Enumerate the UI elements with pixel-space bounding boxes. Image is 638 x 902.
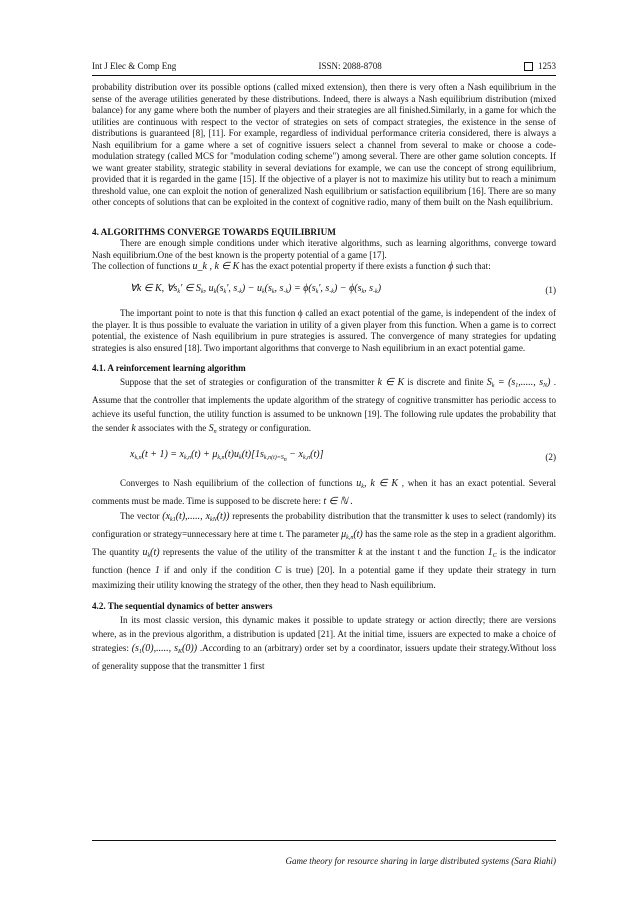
intro-paragraph: probability distribution over its possible options (called mixed extension), then there is very often a Nash equilibrium in the sense of the average utilities generated by these distributions. Indeed, there is always a Nash equilibrium distribution (mixed balance) for any game where both the number of players and their strategies are all finished.Similarly, in a game for which the utilities are continuous with respect to the vector of strategies on sets of compact strategies, the existence in the sense of distributions is guaranteed [8], [11]. For example, regardless of individual performance criteria considered, there is always a Nash equilibrium for a game where a set of cognitive issuers select a channel from several to make or choose a code-modulation strategy (called MCS for "modulation coding scheme") among several. There are other game solution concepts. If we want greater stability, strategic stability in several deviations for example, we can use the concept of strong equilibrium, provided that it is regarded in the game [15]. If the objective of a player is not to maximize his utility but to reach a minimum threshold value, one can exploit the notion of generalized Nash equilibrium or satisfaction equilibrium [16]. There are so many other concepts of solutions that can be exploited in the context of cognitive radio, many of them built on the Nash equilibrium. — [92, 82, 556, 207]
section-4-1-paragraph-2: Converges to Nash equilibrium of the collection of functions $u_k$, k ∈ K , when it has an exact potential. Several comments must be made. Time is supposed to be discrete here: t ∈ ℕ . — [92, 478, 557, 507]
math-uk: u_k , k ∈ K — [192, 261, 240, 272]
page-number: 1253 — [537, 61, 556, 71]
section-4-1-paragraph-1: Suppose that the set of strategies or configuration of the transmitter k ∈ K is discrete and finite $S_k = (s_1$,....., $s_N$) . Assume that the controller that implements the update algorithm of the strategy of cognitive transmitter has periodic access to achieve its useful function, the utility function is assumed to be unknown [19]. The following rule updates the probability that the sender k associates with the $S_n$ strategy or configuration. — [92, 376, 556, 435]
section-4-paragraph-1: There are enough simple conditions under which iterative algorithms, such as learning algorithms, converge toward Nash equilibrium.One of the best known is the property potential of a game [17]. — [92, 238, 556, 260]
section-4-2-heading: 4.2. The sequential dynamics of better answers — [92, 601, 273, 611]
equation-1-number: (1) — [545, 284, 556, 295]
section-4-2-paragraph-1: In its most classic version, this dynamic makes it possible to update strategy or action directly; there are versions where, as in the previous algorithm, a distribution is updated [21]. At the initial time, issuers are expected to make a choice of strategies: ($s_1(0)$,....., $s_K(0)$) .According to an (arbitrary) order set by a coordinator, issuers update their strategy.Without loss of generality suppose that the transmitter 1 first — [92, 614, 556, 671]
section-4-paragraph-3: The important point to note is that this function ϕ called an exact potential of the game, is independent of the index of the player. It is thus possible to evaluate the variation in utility of a given player from this function. When a game is to correct potential, the existence of Nash equilibrium in pure strategies is assured. The convergence of many strategies for updating strategies is also ensured [18]. Two important algorithms that converge to Nash equilibrium in an exact potential game. — [92, 308, 556, 353]
issn: ISSN: 2088-8708 — [318, 61, 382, 71]
page-footer: Game theory for resource sharing in large distributed systems (Sara Riahi) — [285, 856, 556, 866]
section-4-1-heading: 4.1. A reinforcement learning algorithm — [92, 363, 246, 373]
section-4-paragraph-2: The collection of functions u_k , k ∈ K has the exact potential property if there exists a function ϕ such that: — [92, 261, 491, 272]
equation-2-number: (2) — [545, 451, 556, 462]
section-4-1-paragraph-3: The vector ($x_{k1}(t)$,....., $x_{kN}(t)$) represents the probability distribution that the transmitter k uses to select (randomly) its configuration or strategy=unnecessary here at time t. The parameter $\mu_{k,n}(t)$ has the same role as the step in a gradient algorithm. The quantity $u_k(t)$ represents the value of the utility of the transmitter k at the instant t and the function $1_C$ is the indicator function (hence 1 if and only if the condition C is true) [20]. In a potential game if they update their strategy in turn maximizing their utility knowing the strategy of the other, then they head to Nash equilibrium. — [92, 511, 557, 590]
page-number-group — [524, 61, 556, 71]
journal-name: Int J Elec & Comp Eng — [92, 61, 177, 71]
equation-2: $x_{k,n}(t + 1) = x_{k,n}(t) + \mu_{k,n}(t)u_k(t)[1s_{k,n(t)=S_n} - x_{k,n}(t)]$ (2) — [130, 448, 556, 463]
equation-1: ∀k ∈ K, $\forall s_k'$ ∈ $S_k$, $u_k(s_k'$, $s_{-k}) - u_k(s_k$, $s_{-k}) = \phi(s_k'$, $s_{-k}) - \phi(s_k$, $s_{-k}$) (1) — [130, 282, 556, 295]
footer-rule — [92, 840, 556, 841]
section-4-heading: 4. ALGORITHMS CONVERGE TOWARDS EQUILIBRIUM — [92, 226, 336, 237]
page-header — [92, 58, 556, 74]
body-text — [92, 82, 556, 673]
square-bullet-icon — [524, 62, 533, 71]
header-rule — [92, 75, 556, 76]
